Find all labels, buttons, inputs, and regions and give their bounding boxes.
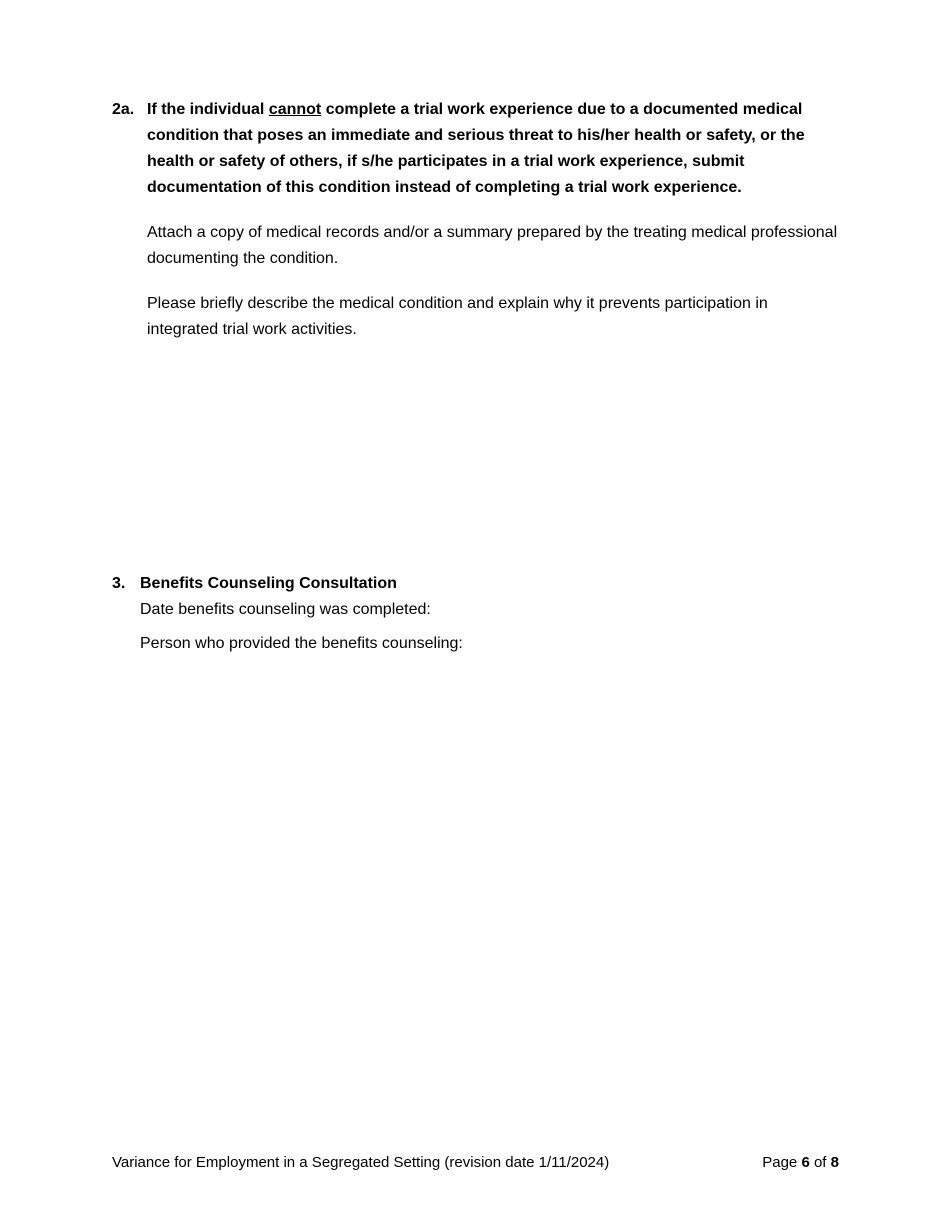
- medical-records-instruction: Attach a copy of medical records and/or a summary prepared by the treating medical professional documenting the condition.: [147, 224, 838, 267]
- question-3: [112, 571, 842, 657]
- page-word: Page: [762, 1154, 798, 1171]
- heading-underlined-word: cannot: [268, 101, 322, 118]
- medical-condition-prompt: Please briefly describe the medical condition and explain why it prevents participation in integrated trial work activities.: [147, 295, 768, 338]
- question-3-title: Benefits Counseling Consultation: [140, 575, 397, 592]
- question-2a: [112, 97, 842, 343]
- date-completed-label: Date benefits counseling was completed:: [140, 601, 431, 618]
- page-number: [762, 1152, 839, 1174]
- question-2a-number: 2a.: [112, 101, 135, 118]
- page-total: 8: [830, 1154, 839, 1171]
- page-current: 6: [801, 1154, 810, 1171]
- heading-text-end: complete a trial work experience due to a documented medical condition that poses an immediate and serious threat to his/her health or safety, or the health or safety of others, if s/he participates in a trial work experience, submit documentation of this condition instead of completing a trial work experience.: [147, 101, 805, 196]
- heading-text-start: If the individual: [147, 101, 265, 118]
- of-word: of: [813, 1154, 827, 1171]
- question-2a-heading: [147, 97, 842, 201]
- footer-document-title: Variance for Employment in a Segregated Setting (revision date 1/11/2024): [112, 1154, 610, 1171]
- person-provided-label: Person who provided the benefits counseling:: [140, 635, 463, 652]
- question-3-number: 3.: [112, 575, 126, 592]
